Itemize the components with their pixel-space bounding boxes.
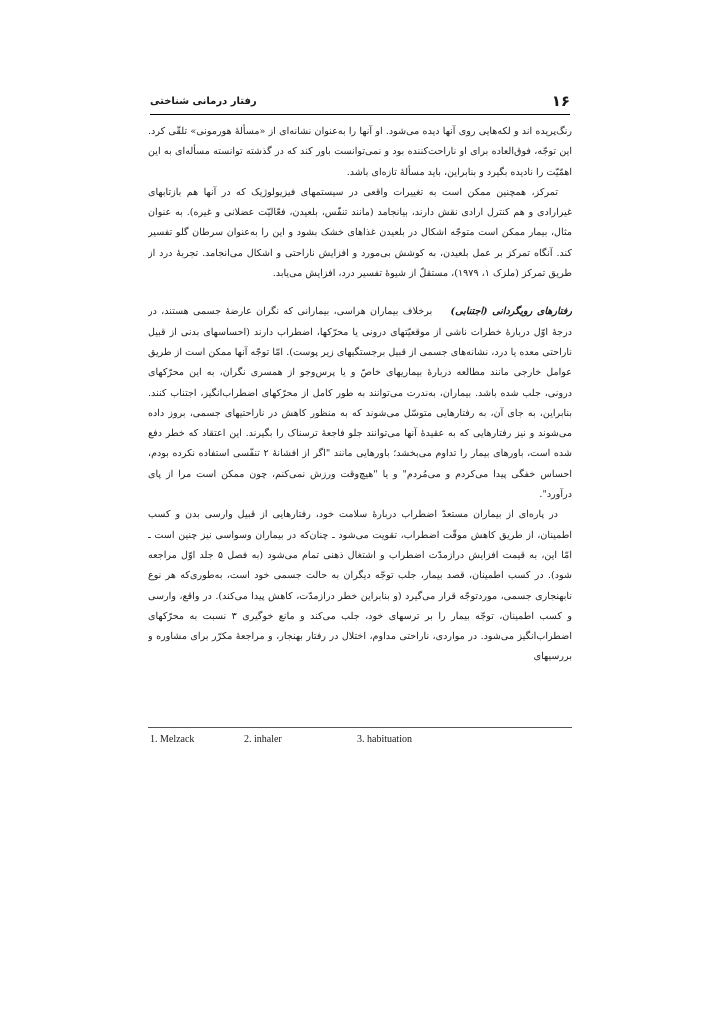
footnotes — [150, 734, 570, 748]
page-header — [150, 86, 570, 116]
running-title: رفتار درمانی شناختی — [150, 95, 257, 107]
footnote-1: 1. Melzack — [150, 734, 195, 745]
footnote-3: 3. habituation — [357, 734, 412, 745]
header-divider — [150, 114, 570, 115]
paragraph-2: تمرکز، همچنین ممکن است به تغییرات واقعی در سیستمهای فیزیولوژیک که در آنها هم بازتابهای غیرارادی و هم کنترل ارادی نقش دارند، بیانجامد (مانند تنفّس، بلعیدن، فعّالیّت عضلانی و غیره). به عنوان مثال، بیمار ممکن است متوجّه اشکال در بلعیدن غذاهای خشک بشود و این را به‌عنوان سرطان گلو تفسیر کند. آنگاه تمرکز بر عمل بلعیدن، به کوشش بی‌مورد و افزایش ناراحتی و اشکال می‌انجامد. تجربهٔ درد از طریق تمرکز (ملزک ۱، ۱۹۷۹)، مستقلّ از شیوهٔ تفسیر درد، افزایش می‌یابد. — [148, 186, 572, 280]
paragraph-4: در پاره‌ای از بیماران مستعدّ اضطراب دربارهٔ سلامت خود، رفتارهایی از قبیل وارسی بدن و کسب اطمینان، از طریق کاهش موقّت اضطراب، تقویت می‌شود ـ چنان‌که در بیماران وسواسی نیز چنین است ـ امّا این، به قیمت افزایش درازمدّت اضطراب و اشتغال ذهنی تمام می‌شود (به فصل ۵ جلد اوّل مراجعه شود). در کسب اطمینان، قصد بیمار، جلب توجّه دیگران به حالت جسمی خود است، به‌طوری‌که هر نوع نابهنجاری جسمی، موردتوجّه قرار می‌گیرد (و بنابراین خطر درازمدّت، کاهش پیدا می‌کند). در واقع، وارسی و کسب اطمینان، توجّه بیمار را بر ترسهای خود، جلب می‌کند و مانع خوگیری ۳ نسبت به محرّکهای اضطراب‌انگیز می‌شود. در مواردی، ناراحتی مداوم، اختلال در رفتار بهنجار، و مراجعهٔ مکرّر برای مشاوره و بررسیهای — [148, 509, 572, 663]
paragraph-3-text: برخلاف بیماران هراسی، بیمارانی که نگران عارضهٔ جسمی هستند، در درجهٔ اوّل دربارهٔ خطرات ناشی از موقعیّتهای درونی یا محرّکها، اضطراب دارند (احساسهای بدنی از قبیل ناراحتی معده یا درد، نشانه‌های جسمی از قبیل برجستگیهای زیر پوست). امّا توجّه آنها ممکن است از طریق عوامل خارجی مانند مطالعه دربارهٔ بیماریهای خاصّ و یا پرس‌وجو از همسری نگران، به این محرّکهای درونی، جلب شده باشد. بیماران، به‌ندرت می‌توانند به طور کامل از محرّکهای اضطراب‌انگیز، اجتناب کنند. بنابراین، به جای آن، به رفتارهایی متوسّل می‌شوند که به منظور کاهش در ناراحتیهای جسمی، بروز داده می‌شوند و نیز رفتارهایی که به عقیدهٔ آنها می‌توانند جلو فاجعهٔ ترسناک را بگیرند. این اعتقاد که خطر دفع شده است، باورهای بیمار را تداوم می‌بخشد؛ باورهایی مانند "اگر از افشانهٔ ۲ تنفّسی استفاده نکرده بودم، احساس خفگی پیدا می‌کردم و می‌مُردم" و یا "هیچ‌وقت ورزش نمی‌کنم، چون ممکن است مرا از پای درآورد". — [148, 306, 572, 501]
footnote-divider — [148, 727, 572, 728]
body-text — [148, 122, 572, 718]
page-number: ۱۶ — [551, 92, 570, 110]
paragraph-1: رنگ‌پریده اند و لکه‌هایی روی آنها دیده می‌شود. او آنها را به‌عنوان نشانه‌ای از «مسألهٔ هورمونی» تلقّی کرد. این توجّه، فوق‌العاده برای او ناراحت‌کننده بود و نمی‌توانست باور کند که در گذشته توانسته مسأله‌ای به این اهمّیّت را نادیده بگیرد و بنابراین، باید مسألهٔ تازه‌ای باشد. — [148, 126, 572, 178]
footnote-2: 2. inhaler — [244, 734, 282, 745]
section-heading: رفتارهای رویگردانی (اجتنابی) — [450, 306, 572, 318]
paragraph-3 — [148, 302, 572, 505]
